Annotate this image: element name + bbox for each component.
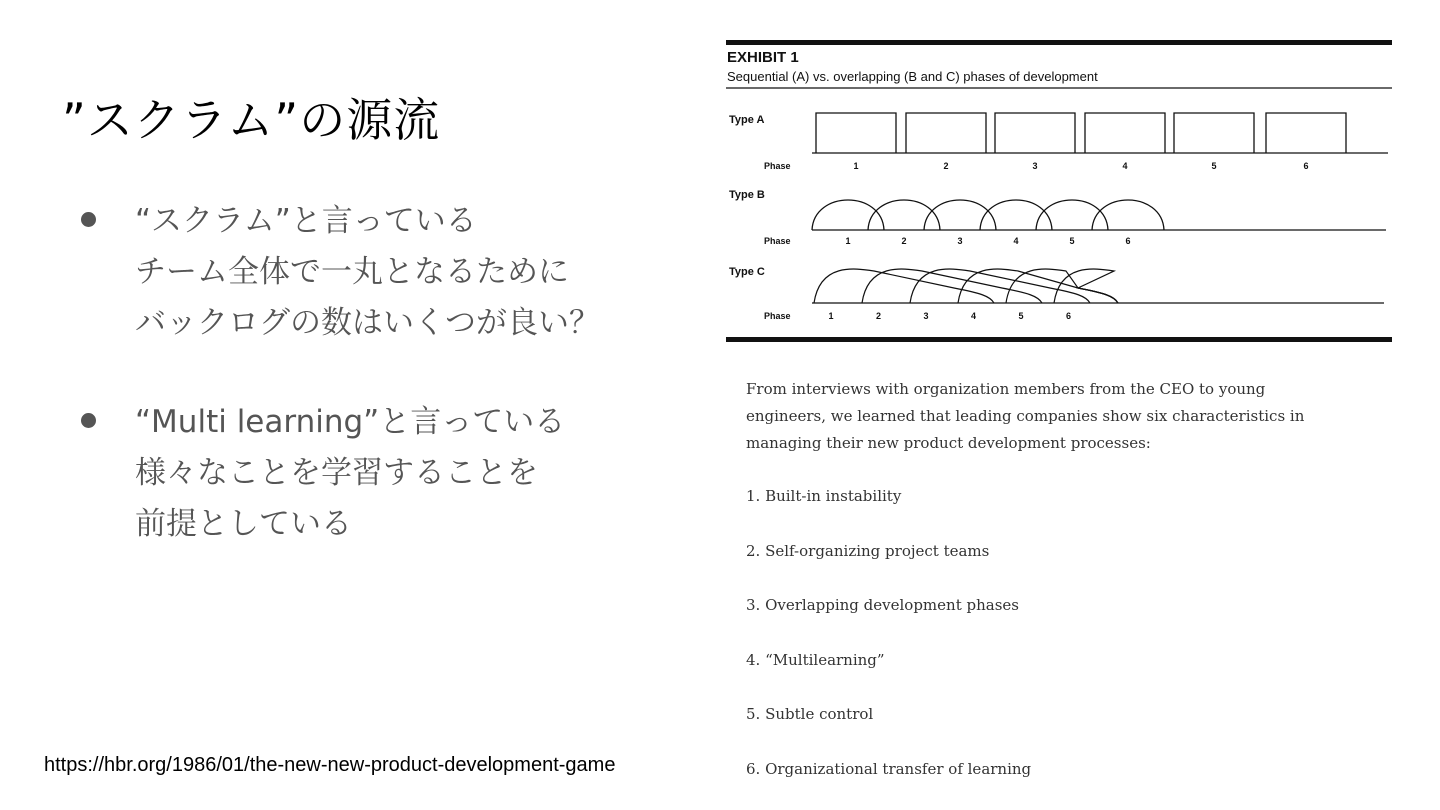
type-b-label: Type B	[729, 189, 765, 201]
bullet-dot-icon	[81, 413, 96, 428]
exhibit-figure	[726, 38, 1392, 344]
characteristic-item: 5. Subtle control	[746, 705, 874, 723]
exhibit-heading: EXHIBIT 1	[727, 49, 799, 66]
type-c-phase-number: 6	[1065, 311, 1072, 321]
bullet-line: チーム全体で一丸となるために	[135, 254, 569, 290]
bullet-line: “スクラム”と言っている	[135, 203, 477, 239]
type-c-phase-number: 1	[828, 311, 834, 321]
characteristics-list	[746, 483, 1306, 783]
source-url: https://hbr.org/1986/01/the-new-new-product-development-game	[44, 754, 616, 776]
type-c-phase-arc	[814, 269, 994, 303]
type-a-phase-number: 3	[1032, 161, 1038, 171]
type-b-phase-label: Phase	[764, 236, 791, 246]
article-excerpt	[746, 376, 1306, 810]
type-b-marks	[812, 200, 1164, 246]
type-a-phase-number: 6	[1303, 161, 1309, 171]
article-intro: From interviews with organization members from the CEO to young engineers, we learned that leading companies show six characteristics in managing their new product development processes:	[746, 380, 1305, 452]
type-c-phase-number: 5	[1018, 311, 1024, 321]
type-a-phase-box	[1085, 113, 1165, 153]
characteristic-item: 6. Organizational transfer of learning	[746, 759, 1032, 778]
characteristic-item: 1. Built-in instability	[746, 487, 902, 505]
type-c-label: Type C	[729, 266, 765, 278]
type-a-phase-number: 2	[943, 161, 949, 171]
type-a-marks	[816, 113, 1346, 171]
type-c-phase-arc	[1054, 269, 1118, 303]
characteristic-item: 3. Overlapping development phases	[746, 596, 1019, 614]
type-a-phase-number: 5	[1211, 161, 1217, 171]
type-a-phase-number: 1	[853, 161, 859, 171]
bullet-line: 様々なことを学習することを	[135, 455, 538, 491]
characteristic-item: 2. Self-organizing project teams	[746, 541, 990, 560]
bullet-list	[78, 196, 678, 598]
type-a-phase-box	[1266, 113, 1346, 153]
bullet-line: バックログの数はいくつが良い？	[135, 305, 600, 341]
bullet-item-multilearning	[78, 397, 678, 550]
slide-title: ”スクラム”の源流	[62, 93, 441, 147]
type-c-phase-number: 4	[970, 311, 977, 321]
characteristic-item: 4. “Multilearning”	[746, 650, 885, 669]
type-a-label: Type A	[729, 114, 765, 126]
type-a-phase-number: 4	[1122, 161, 1128, 171]
type-b-phase-number: 3	[957, 236, 963, 246]
bullet-line: “Multi learning”と言っている	[135, 404, 566, 440]
type-c-marks	[814, 269, 1118, 321]
type-b-phase-number: 1	[845, 236, 851, 246]
type-b-phase-number: 6	[1125, 236, 1131, 246]
type-b-phase-number: 2	[901, 236, 907, 246]
exhibit-diagram	[726, 38, 1392, 344]
type-a-phase-box	[995, 113, 1075, 153]
exhibit-subheading: Sequential (A) vs. overlapping (B and C) phases of development	[727, 69, 1098, 84]
type-b-phase-number: 5	[1069, 236, 1075, 246]
bullet-dot-icon	[81, 212, 96, 227]
type-c-phase-number: 2	[875, 311, 882, 321]
bullet-item-scrum	[78, 196, 678, 349]
type-c-phase-label: Phase	[764, 311, 791, 321]
exhibit-top-rule	[726, 40, 1392, 45]
bullet-line: 前提としている	[135, 506, 352, 542]
type-a-phase-box	[1174, 113, 1254, 153]
type-c-phase-arc	[1006, 269, 1118, 303]
type-b-phase-number: 4	[1013, 236, 1019, 246]
type-a-phase-box	[906, 113, 986, 153]
type-c-phase-number: 3	[923, 311, 929, 321]
type-a-phase-box	[816, 113, 896, 153]
exhibit-bottom-rule	[726, 337, 1392, 342]
type-a-phase-label: Phase	[764, 161, 791, 171]
